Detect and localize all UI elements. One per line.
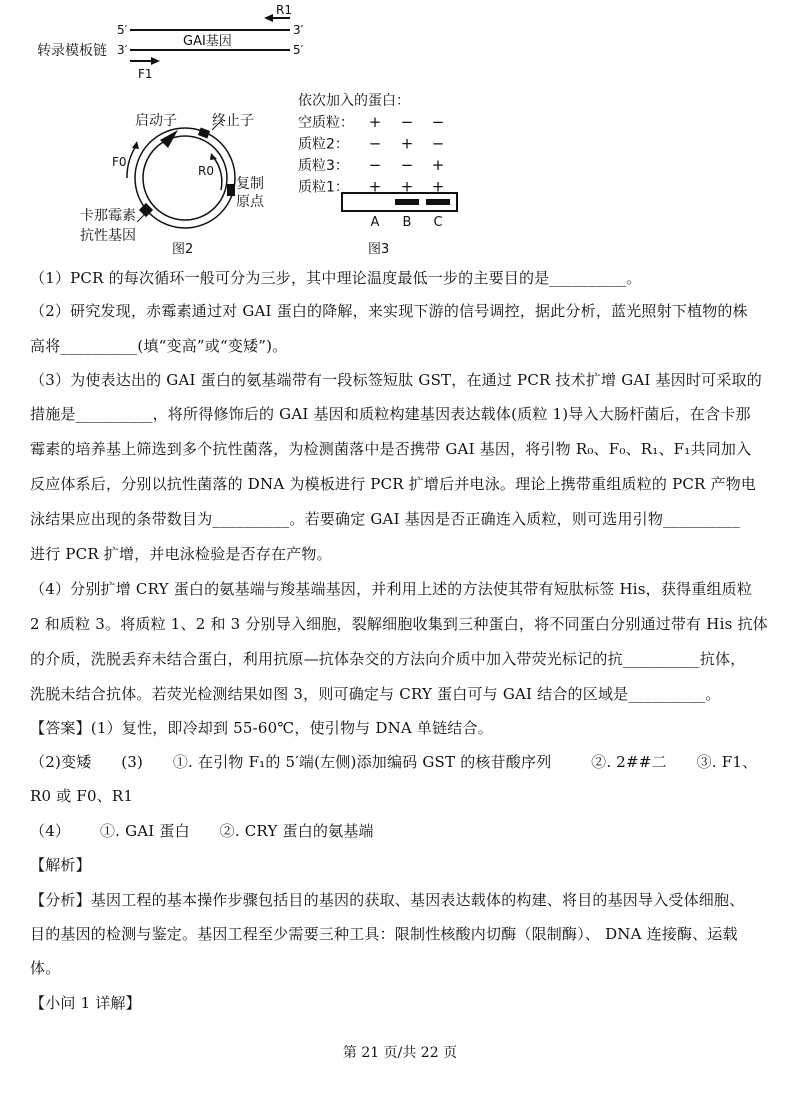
text-line: （2)变矮 (3) ①. 在引物 F₁的 5′端(左侧)添加编码 GST 的核苷酸序列 ②. 2##二 ③. F1、	[30, 753, 758, 771]
figure3-sign: +	[400, 134, 414, 153]
figure3-sign: −	[400, 156, 414, 174]
text-line: 体。	[30, 959, 61, 977]
text-line: （4） ①. GAI 蛋白 ②. CRY 蛋白的氨基端	[30, 822, 374, 840]
ori-label: 复制	[236, 176, 264, 192]
text-line: 的介质，洗脱丢弃未结合蛋白，利用抗原—抗体杂交的方法向介质中加入带荧光标记的抗__________抗体，	[30, 650, 746, 668]
figure3-sign: −	[431, 134, 445, 153]
r0-arrow-icon	[214, 158, 222, 190]
terminator-marker-icon	[198, 128, 210, 139]
figure3-sign: +	[431, 156, 445, 174]
text-line: 【答案】(1）复性，即冷却到 55-60℃，使引物与 DNA 单链结合。	[30, 719, 493, 737]
figure3-sign: −	[368, 134, 382, 153]
text-line: 【解析】	[30, 856, 91, 874]
figure3-sign: +	[368, 177, 382, 196]
gel-band	[395, 199, 419, 205]
page-footer: 第 21 页/共 22 页	[342, 1045, 458, 1061]
text-line: （1）PCR 的每次循环一般可分为三步，其中理论温度最低一步的主要目的是__________。	[30, 269, 642, 287]
text-line: 洗脱未结合抗体。若荧光检测结果如图 3，则可确定与 CRY 蛋白可与 GAI 结合的区域是__________。	[30, 685, 721, 703]
f0-label: F0	[112, 155, 127, 169]
text-line: R0 或 F0、R1	[30, 787, 134, 805]
lane-label: B	[402, 215, 412, 230]
figure3-sign: −	[431, 113, 445, 131]
figure3-row-label: 质粒3：	[298, 158, 349, 174]
text-line: 【分析】基因工程的基本操作步骤包括目的基因的获取、基因表达载体的构建、将目的基因导入受体细胞、	[30, 891, 745, 909]
promoter-label: 启动子	[135, 113, 177, 129]
figure3-sign: −	[368, 156, 382, 174]
figure3-sign: +	[431, 177, 445, 196]
figure3-table	[298, 93, 457, 257]
end-label: 3′	[117, 43, 128, 57]
lane-label: A	[370, 215, 380, 230]
figure3-row-label: 空质粒：	[298, 115, 354, 131]
r1-label: R1	[276, 3, 292, 17]
kan-label: 抗性基因	[80, 228, 136, 244]
text-line: 霉素的培养基上筛选到多个抗性菌落，为检测菌落中是否携带 GAI 基因，将引物 R₀、F₀、R₁、F₁共同加入	[30, 440, 752, 458]
text-line: （2）研究发现，赤霉素通过对 GAI 蛋白的降解，来实现下游的信号调控，据此分析，蓝光照射下植物的株	[30, 302, 748, 320]
text-line: （3）为使表达出的 GAI 蛋白的氨基端带有一段标签短肽 GST，在通过 PCR 技术扩增 GAI 基因时可采取的	[30, 371, 762, 389]
text-line: 高将__________(填“变高”或“变矮”)。	[30, 337, 288, 355]
text-line: 2 和质粒 3。将质粒 1、2 和 3 分别导入细胞，裂解细胞收集到三种蛋白，将不同蛋白分别通过带有 His 抗体	[30, 615, 768, 633]
kan-label: 卡那霉素	[80, 208, 136, 224]
text-line: 反应体系后，分别以抗性菌落的 DNA 为模板进行 PCR 扩增后并电泳。理论上携带重组质粒的 PCR 产物电	[30, 475, 757, 493]
figure2-plasmid	[80, 112, 265, 257]
figure3-sign: +	[400, 177, 414, 196]
text-line: 进行 PCR 扩增，并电泳检验是否存在产物。	[30, 545, 332, 563]
ori-label: 原点	[236, 194, 264, 210]
gene-label: GAI基因	[183, 34, 232, 49]
terminator-label: 终止子	[212, 113, 254, 129]
text-line: 【小问 1 详解】	[30, 994, 141, 1012]
text-line: 措施是__________，将所得修饰后的 GAI 基因和质粒构建基因表达载体(质粒 1)导入大肠杆菌后，在含卡那	[30, 405, 751, 423]
f1-label: F1	[138, 67, 153, 81]
r0-label: R0	[198, 164, 214, 178]
end-label: 3′	[293, 23, 304, 37]
lane-label: C	[433, 215, 443, 230]
end-label: 5′	[117, 23, 128, 37]
figure3-sign: −	[400, 113, 414, 131]
figures	[0, 0, 480, 262]
figure2-caption: 图2	[172, 242, 194, 257]
end-label: 5′	[293, 43, 304, 57]
figure3-caption: 图3	[368, 242, 390, 257]
gel-band	[426, 199, 450, 205]
figure3-row-label: 质粒1：	[298, 179, 349, 196]
figure1-gai-gene	[37, 3, 304, 81]
ori-marker-icon	[227, 184, 235, 196]
template-strand-label: 转录模板链	[37, 43, 107, 59]
text-line: 泳结果应出现的条带数目为__________。若要确定 GAI 基因是否正确连入质粒，则可选用引物__________	[30, 510, 741, 528]
text-line: 目的基因的检测与鉴定。基因工程至少需要三种工具：限制性核酸内切酶（限制酶）、 DNA 连接酶、运载	[30, 925, 738, 943]
figure3-title: 依次加入的蛋白：	[298, 93, 410, 109]
text-line: （4）分别扩增 CRY 蛋白的氨基端与羧基端基因，并利用上述的方法使其带有短肽标签 His，获得重组质粒	[30, 580, 753, 598]
figure3-row-label: 质粒2：	[298, 136, 349, 153]
figure3-sign: +	[368, 113, 382, 131]
f1-arrow-icon	[130, 57, 160, 65]
